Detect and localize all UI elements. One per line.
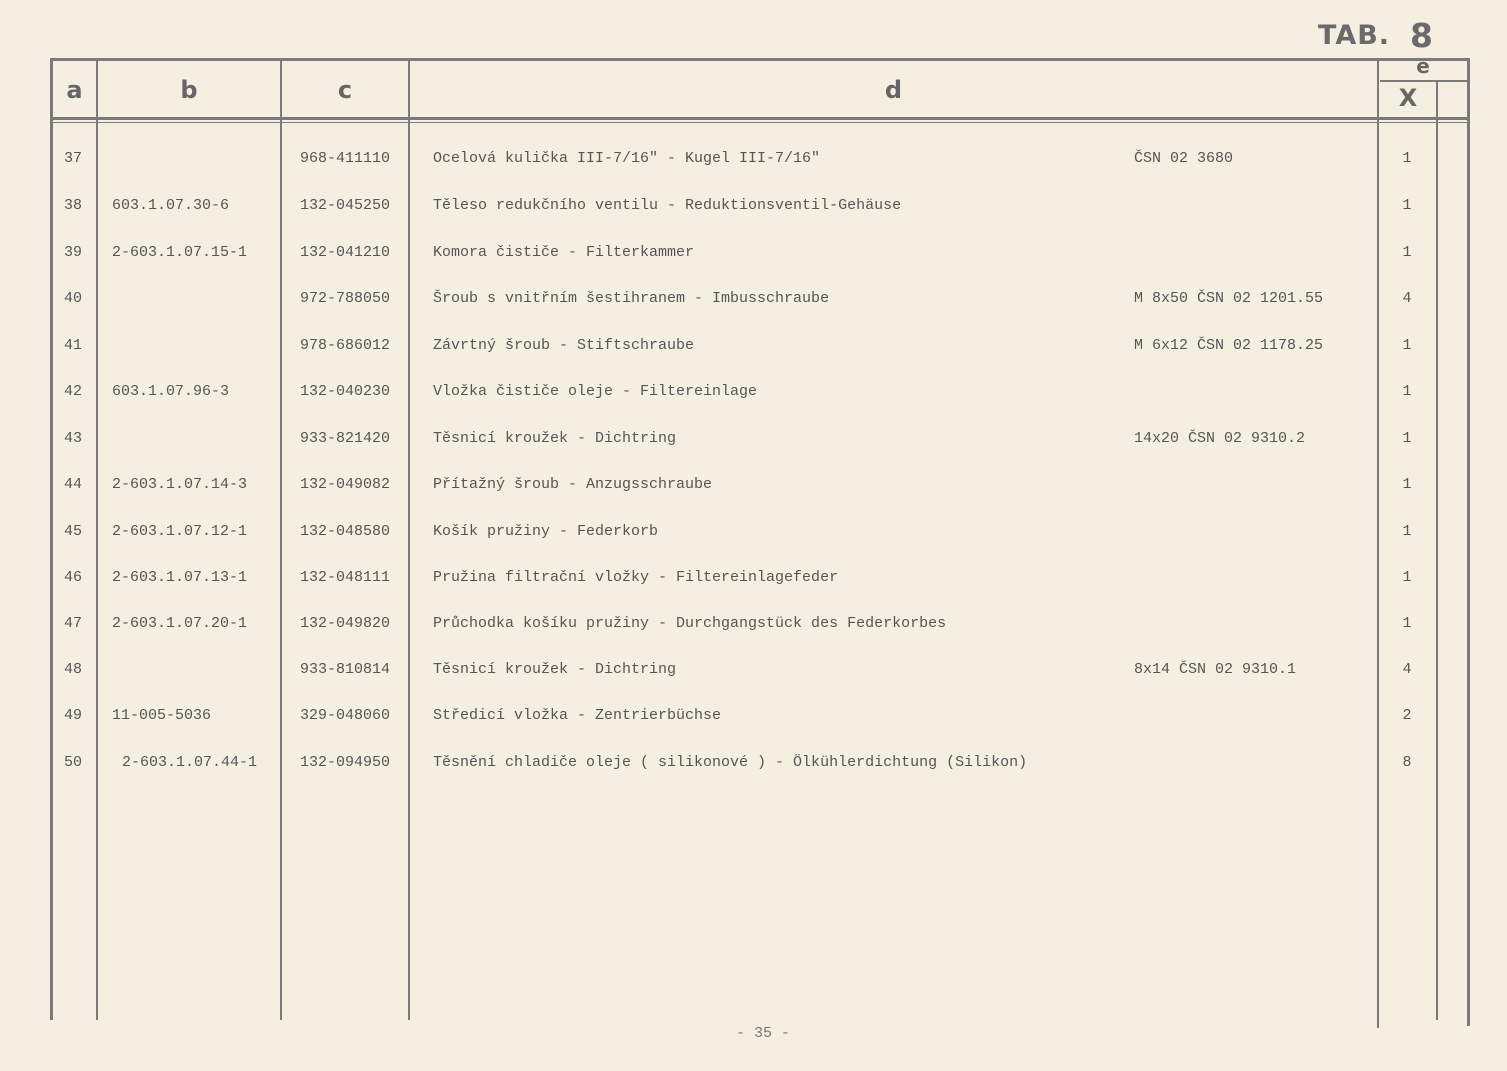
item-number: 49 [64, 707, 83, 724]
item-number: 38 [64, 197, 83, 214]
part-description: Komora čističe - Filterkammer [433, 244, 695, 261]
item-number: 37 [64, 150, 83, 167]
part-quantity: 1 [1402, 615, 1412, 632]
part-description: Těsnění chladiče oleje ( silikonové ) - Ölkühlerdichtung (Silikon) [433, 754, 1028, 771]
drawing-number: 2-603.1.07.15-1 [112, 244, 248, 261]
table-row [0, 244, 1507, 270]
drawing-number: 2-603.1.07.12-1 [112, 523, 248, 540]
part-description: Košík pružiny - Federkorb [433, 523, 659, 540]
tab-number: 8 [1410, 16, 1433, 55]
part-description: Závrtný šroub - Stiftschraube [433, 337, 695, 354]
table-row [0, 754, 1507, 780]
part-description: Těsnicí kroužek - Dichtring [433, 430, 677, 447]
part-number: 132-049820 [300, 615, 391, 632]
header-col-d: d [884, 76, 903, 104]
header-col-b: b [180, 76, 198, 104]
part-quantity: 1 [1402, 197, 1412, 214]
drawing-number: 2-603.1.07.20-1 [112, 615, 248, 632]
table-row [0, 569, 1507, 595]
part-number: 132-094950 [300, 754, 391, 771]
header-col-x: X [1398, 84, 1418, 112]
part-description: Vložka čističe oleje - Filtereinlage [433, 383, 758, 400]
part-quantity: 1 [1402, 569, 1412, 586]
part-number: 933-821420 [300, 430, 391, 447]
table-row [0, 476, 1507, 502]
header-col-e: e [1416, 54, 1430, 78]
page-number: - 35 - [736, 1025, 791, 1042]
part-number: 329-048060 [300, 707, 391, 724]
table-row [0, 150, 1507, 176]
part-description: Přítažný šroub - Anzugsschraube [433, 476, 713, 493]
item-number: 44 [64, 476, 83, 493]
part-quantity: 1 [1402, 244, 1412, 261]
item-number: 47 [64, 615, 83, 632]
drawing-number: 603.1.07.30-6 [112, 197, 230, 214]
item-number: 43 [64, 430, 83, 447]
part-quantity: 1 [1402, 523, 1412, 540]
part-number: 132-048580 [300, 523, 391, 540]
part-number: 972-788050 [300, 290, 391, 307]
item-number: 50 [64, 754, 83, 771]
part-description: Pružina filtrační vložky - Filtereinlagefeder [433, 569, 839, 586]
table-row [0, 290, 1507, 316]
item-number: 48 [64, 661, 83, 678]
part-quantity: 1 [1402, 476, 1412, 493]
part-description: Šroub s vnitřním šestihranem - Imbusschraube [433, 290, 830, 307]
table-row [0, 661, 1507, 687]
part-number: 978-686012 [300, 337, 391, 354]
part-quantity: 1 [1402, 383, 1412, 400]
part-quantity: 1 [1402, 150, 1412, 167]
drawing-number: 603.1.07.96-3 [112, 383, 230, 400]
part-number: 132-045250 [300, 197, 391, 214]
part-description: Těleso redukčního ventilu - Reduktionsventil-Gehäuse [433, 197, 902, 214]
table-row [0, 337, 1507, 363]
part-number: 132-048111 [300, 569, 391, 586]
drawing-number: 2-603.1.07.44-1 [122, 754, 258, 771]
table-row [0, 430, 1507, 456]
drawing-number: 2-603.1.07.14-3 [112, 476, 248, 493]
table-row [0, 197, 1507, 223]
part-number: 968-411110 [300, 150, 391, 167]
part-standard: 14x20 ČSN 02 9310.2 [1134, 430, 1306, 447]
part-description: Středicí vložka - Zentrierbüchse [433, 707, 722, 724]
drawing-number: 2-603.1.07.13-1 [112, 569, 248, 586]
part-standard: M 6x12 ČSN 02 1178.25 [1134, 337, 1324, 354]
part-description: Těsnicí kroužek - Dichtring [433, 661, 677, 678]
item-number: 41 [64, 337, 83, 354]
item-number: 45 [64, 523, 83, 540]
part-number: 933-810814 [300, 661, 391, 678]
part-quantity: 4 [1402, 661, 1412, 678]
part-number: 132-041210 [300, 244, 391, 261]
item-number: 42 [64, 383, 83, 400]
part-standard: 8x14 ČSN 02 9310.1 [1134, 661, 1297, 678]
part-quantity: 1 [1402, 430, 1412, 447]
part-standard: M 8x50 ČSN 02 1201.55 [1134, 290, 1324, 307]
header-col-a: a [66, 76, 83, 104]
part-quantity: 4 [1402, 290, 1412, 307]
table-row [0, 707, 1507, 733]
table-row [0, 615, 1507, 641]
part-quantity: 2 [1402, 707, 1412, 724]
table-row [0, 383, 1507, 409]
item-number: 46 [64, 569, 83, 586]
part-quantity: 1 [1402, 337, 1412, 354]
table-row [0, 523, 1507, 549]
tab-label: TAB. [1318, 20, 1391, 51]
part-description: Ocelová kulička III-7/16" - Kugel III-7/16" [433, 150, 821, 167]
part-standard: ČSN 02 3680 [1134, 150, 1234, 167]
part-quantity: 8 [1402, 754, 1412, 771]
item-number: 40 [64, 290, 83, 307]
drawing-number: 11-005-5036 [112, 707, 212, 724]
header-col-c: c [337, 76, 353, 104]
item-number: 39 [64, 244, 83, 261]
part-number: 132-049082 [300, 476, 391, 493]
part-number: 132-040230 [300, 383, 391, 400]
part-description: Průchodka košíku pružiny - Durchgangstück des Federkorbes [433, 615, 947, 632]
